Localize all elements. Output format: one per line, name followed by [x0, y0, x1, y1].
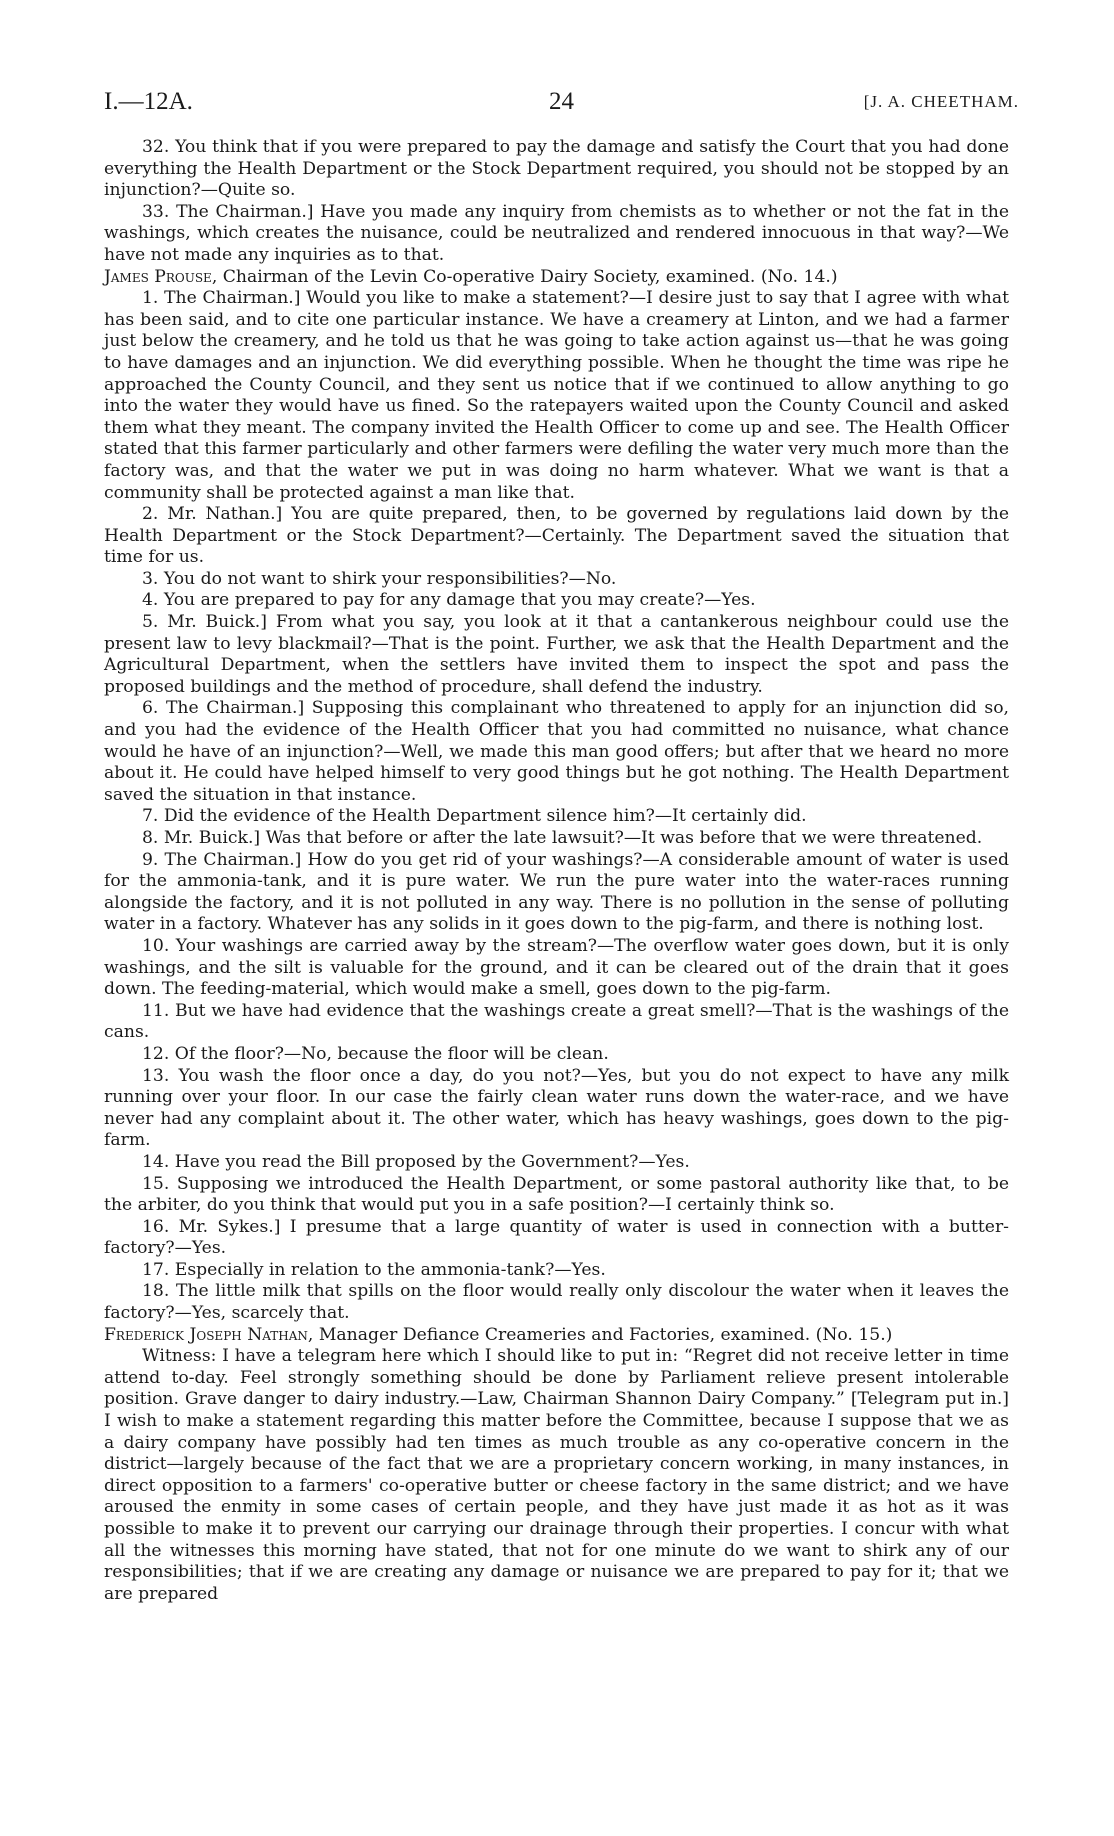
page-number: 24 — [549, 88, 574, 115]
witness-name: James Prouse — [104, 266, 212, 287]
paragraph: 12. Of the floor?—No, because the floor will be clean. — [142, 1043, 609, 1064]
paragraph-group — [104, 1346, 1009, 1605]
page-header — [104, 88, 1019, 124]
paragraph: 13. You wash the floor once a day, do you not?—Yes, but you do not expect to have any milk running over your floor. In our case the fairly clean water runs down the water-race, and we have never had any complaint about it. The other water, which has heavy washings, goes down to the pig-farm. — [104, 1065, 1009, 1151]
paragraph: 6. The Chairman.] Supposing this complainant who threatened to apply for an injunction did so, and you had the evidence of the Health Officer that you had committed no nuisance, what chance would he have of an injunction?—Well, we made this man good offers; but after that we heard no more about it. He could have helped himself to very good things but he got nothing. The Health Department saved the situation in that instance. — [104, 698, 1009, 805]
paragraph: 8. Mr. Buick.] Was that before or after the late lawsuit?—It was before that we were threatened. — [142, 828, 983, 848]
paragraph: 11. But we have had evidence that the washings create a great smell?—That is the washings of the cans. — [104, 1000, 1009, 1043]
paragraph: 3. You do not want to shirk your responsibilities?—No. — [142, 568, 617, 589]
witness-heading — [104, 267, 1009, 289]
paragraph: 10. Your washings are carried away by the stream?—The overflow water goes down, but it is only washings, and the silt is valuable for the ground, and it can be cleared out of the drain that it goes down. The feeding-material, which would make a smell, goes down to the pig-farm. — [104, 935, 1009, 1000]
paragraph: Witness: I have a telegram here which I should like to put in: “Regret did not receive letter in time attend to-day. Feel strongly something should be done by Parliament relieve present intolerable position. Grave danger to dairy industry.—Law, Chairman Shannon Dairy Company.” [Telegram put in.] I wish to make a statement regarding this matter before the Committee, because I suppose that we as a dairy company have possibly had ten times as much trouble as any co-operative concern in the district—largely because of the fact that we are a proprietary concern working, in many instances, in direct opposition to a farmers' co-operative butter or cheese factory in the same district; and we have aroused the enmity in some cases of certain people, and they have just made it as hot as it was possible to make it to prevent our carrying our drainage through their properties. I concur with what all the witnesses this morning have stated, that not for one minute do we want to shirk any of our responsibilities; that if we are creating any damage or nuisance we are prepared to pay for it; that we are prepared — [104, 1346, 1009, 1604]
paper-reference: I.—12A. — [104, 88, 193, 115]
witness-reference: [J. A. CHEETHAM. — [863, 92, 1019, 111]
paragraph: 18. The little milk that spills on the floor would really only discolour the water when it leaves the factory?—Yes, scarcely that. — [104, 1281, 1009, 1324]
paragraph: 1. The Chairman.] Would you like to make a statement?—I desire just to say that I agree with what has been said, and to cite one particular instance. We have a creamery at Linton, and we had a farmer just below the creamery, and he told us that he was going to take action against us—that he was going to have damages and an injunction. We did everything possible. When he thought the time was ripe he approached the County Council, and they sent us notice that if we continued to allow anything to go into the water they would have us fined. So the ratepayers waited upon the County Council and asked them what they meant. The company invited the Health Officer to come up and see. The Health Officer stated that this farmer particularly and other farmers were defiling the water very much more than the factory was, and that the water we put in was doing no harm whatever. What we want is that a community shall be protected against a man like that. — [104, 288, 1009, 503]
paragraph: 32. You think that if you were prepared to pay the damage and satisfy the Court that you had done everything the Health Department or the Stock Department required, you should not be stopped by an injunction?—Quite so. — [104, 137, 1009, 201]
paragraph: 4. You are prepared to pay for any damage that you may create?—Yes. — [142, 590, 756, 611]
witness-heading — [104, 1325, 1009, 1347]
paragraph: 17. Especially in relation to the ammonia-tank?—Yes. — [142, 1259, 606, 1280]
paragraph: 14. Have you read the Bill proposed by the Government?—Yes. — [142, 1151, 690, 1172]
paragraph: 15. Supposing we introduced the Health Department, or some pastoral authority like that, to be the arbiter, do you think that would put you in a safe position?—I certainly think so. — [104, 1173, 1009, 1216]
paragraph: 5. Mr. Buick.] From what you say, you look at it that a cantankerous neighbour could use the present law to levy blackmail?—That is the point. Further, we ask that the Health Department and the Agricultural Department, when the settlers have invited them to inspect the spot and pass the proposed buildings and the method of procedure, shall defend the industry. — [104, 612, 1009, 697]
witness-description: , Manager Defiance Creameries and Factories, examined. (No. 15.) — [307, 1324, 893, 1345]
paragraph: 33. The Chairman.] Have you made any inquiry from chemists as to whether or not the fat in the washings, which creates the nuisance, could be neutralized and rendered innocuous in that way?—We have not made any inquiries as to that. — [104, 201, 1009, 265]
paragraph: 9. The Chairman.] How do you get rid of your washings?—A considerable amount of water is used for the ammonia-tank, and it is pure water. We run the pure water into the water-races running alongside the factory, and it is not polluted in any way. There is no pollution in the sense of polluting water in a factory. Whatever has any solids in it goes down to the pig-farm, and there is nothing lost. — [104, 849, 1009, 935]
document-body — [104, 137, 1009, 1605]
paragraph: 2. Mr. Nathan.] You are quite prepared, then, to be governed by regulations laid down by the Health Department or the Stock Department?—Certainly. The Department saved the situation that time for us. — [104, 504, 1009, 568]
paragraph: 16. Mr. Sykes.] I presume that a large quantity of water is used in connection with a butter-factory?—Yes. — [104, 1216, 1009, 1259]
paragraph-group — [104, 137, 1009, 267]
paragraph-group — [104, 288, 1009, 1325]
witness-description: , Chairman of the Levin Co-operative Dairy Society, examined. (No. 14.) — [211, 266, 838, 287]
witness-name: Frederick Joseph Nathan — [104, 1324, 308, 1345]
paragraph: 7. Did the evidence of the Health Department silence him?—It certainly did. — [142, 806, 807, 827]
